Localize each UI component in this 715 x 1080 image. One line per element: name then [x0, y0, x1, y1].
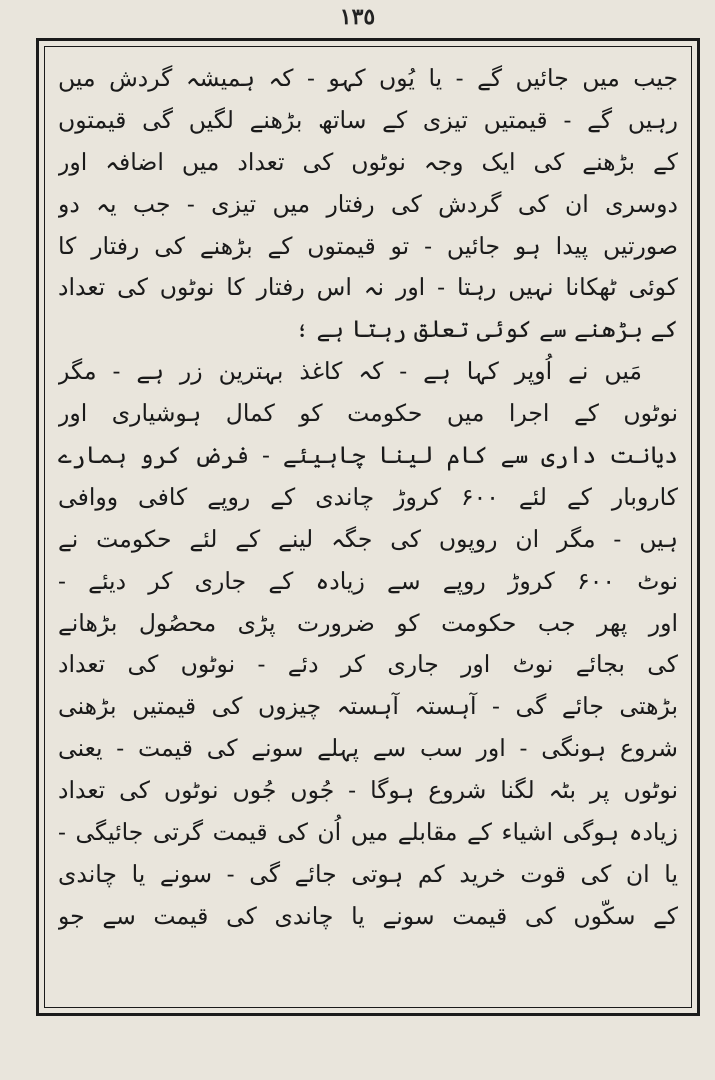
text-line: مَیں نے اُوپر کہا ہے - کہ کاغذ بہترین زر ہے - مگر: [58, 357, 642, 386]
text-line: یا ان کی قوت خرید کم ہوتی جائے گی - سونے یا چاندی: [58, 859, 678, 888]
text-line: دیانت داری سے کام لینا چاہیئے - فرض کرو ہمارے: [58, 441, 678, 470]
text-line: نوٹوں کے اجرا میں حکومت کو کمال ہوشیاری اور: [58, 399, 678, 428]
body-text: [58, 58, 678, 998]
text-line: کوئی ٹھکانا نہیں رہتا - اور نہ اس رفتار کا نوٹوں کی تعداد: [58, 273, 678, 302]
text-line: دوسری ان کی گردش کی رفتار میں تیزی - جب یہ دو: [58, 189, 678, 218]
text-line: اور پھر جب حکومت کو ضرورت پڑی محصُول بڑھانے: [58, 608, 678, 637]
text-line: کے بڑھنے سے کوئی تعلق رہتا ہے ؛: [295, 315, 678, 344]
text-line: کاروبار کے لئے ۶۰۰ کروڑ چاندی کے روپے کافی ووافی: [58, 482, 678, 511]
text-line: صورتیں پیدا ہو جائیں - تو قیمتوں کے بڑھنے کی رفتار کا: [58, 231, 678, 260]
text-line: بڑھتی جائے گی - آہستہ آہستہ چیزوں کی قیمتیں بڑھنی: [58, 692, 678, 721]
text-line: نوٹوں پر بٹہ لگنا شروع ہوگا - جُوں جُوں نوٹوں کی تعداد: [58, 776, 678, 805]
text-line: ہیں - مگر ان روپوں کی جگہ لینے کے لئے حکومت نے: [58, 524, 678, 553]
text-line: نوٹ ۶۰۰ کروڑ روپے سے زیادہ کے جاری کر دیئے -: [58, 566, 678, 595]
text-line: کے سکّوں کی قیمت سونے یا چاندی کی قیمت سے جو: [58, 901, 678, 930]
text-line: کی بجائے نوٹ اور جاری کر دئے - نوٹوں کی تعداد: [58, 650, 678, 679]
text-line: رہیں گے - قیمتیں تیزی کے ساتھ بڑھنے لگیں گی قیمتوں: [58, 105, 678, 134]
text-line: زیادہ ہوگی اشیاء کے مقابلے میں اُن کی قیمت گرتی جائیگی -: [58, 818, 678, 847]
page-number: ١٣٥: [339, 4, 376, 30]
text-line: کے بڑھنے کی ایک وجہ نوٹوں کی تعداد میں اضافہ اور: [58, 147, 678, 176]
text-line: جیب میں جائیں گے - یا یُوں کہو - کہ ہمیشہ گردش میں: [58, 64, 678, 92]
text-line: شروع ہونگی - اور سب سے پہلے سونے کی قیمت - یعنی: [58, 734, 678, 763]
